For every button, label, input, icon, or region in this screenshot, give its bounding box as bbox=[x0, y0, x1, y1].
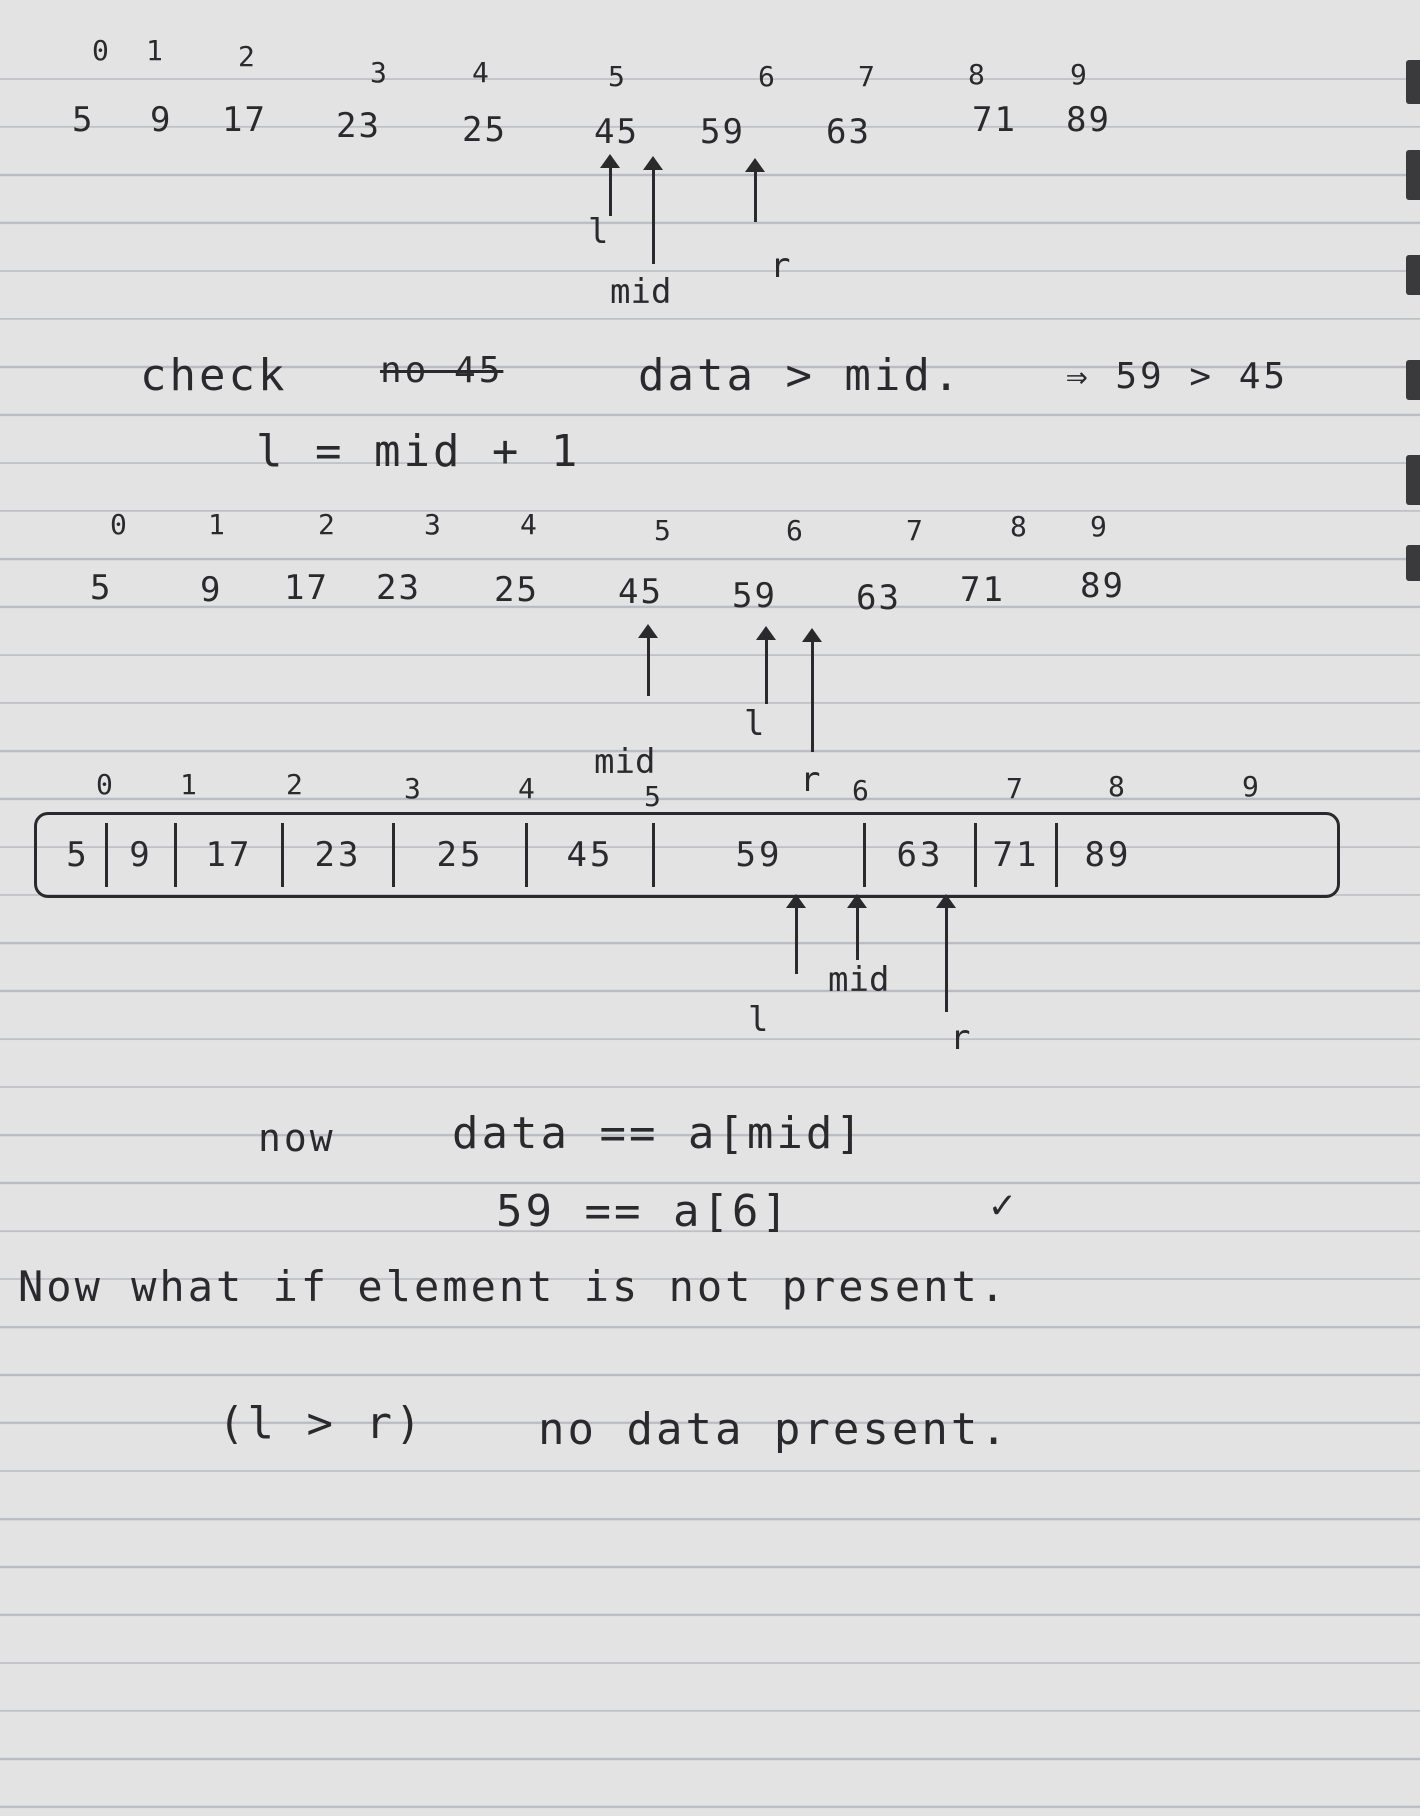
index-label: 0 bbox=[92, 34, 109, 67]
index-label: 2 bbox=[286, 768, 303, 801]
array-value: 17 bbox=[222, 100, 267, 140]
index-label: 9 bbox=[1070, 58, 1087, 91]
index-label: 4 bbox=[472, 56, 489, 89]
array-cell: 45 bbox=[528, 823, 655, 887]
conclusion-text: no data present. bbox=[538, 1404, 1010, 1455]
index-label: 9 bbox=[1090, 510, 1107, 543]
pointer-r-label: r bbox=[770, 246, 791, 286]
index-label: 6 bbox=[852, 774, 869, 807]
pointer-r-label: r bbox=[800, 760, 821, 800]
pointer-l-label: l bbox=[588, 212, 609, 252]
index-label: 3 bbox=[370, 56, 387, 89]
array-cell: 25 bbox=[395, 823, 528, 887]
index-label: 2 bbox=[238, 40, 255, 73]
array-value: 63 bbox=[826, 112, 871, 152]
index-label: 2 bbox=[318, 508, 335, 541]
array-value: 5 bbox=[72, 100, 95, 140]
index-label: 8 bbox=[968, 58, 985, 91]
implication-text: ⇒ 59 > 45 bbox=[1066, 356, 1289, 397]
pointer-mid-label: mid bbox=[610, 272, 672, 312]
array-box bbox=[34, 812, 1340, 898]
pointer-mid-label: mid bbox=[828, 960, 890, 1000]
up-arrow-icon bbox=[754, 164, 757, 222]
array-value: 23 bbox=[376, 568, 421, 608]
array-value: 89 bbox=[1066, 100, 1111, 140]
array-cell: 17 bbox=[177, 823, 284, 887]
notebook-binding bbox=[1406, 60, 1420, 104]
array-cell: 9 bbox=[108, 823, 177, 887]
now-word: now bbox=[258, 1116, 336, 1160]
index-label: 9 bbox=[1242, 770, 1259, 803]
check-word: check bbox=[140, 350, 288, 401]
index-label: 8 bbox=[1108, 770, 1125, 803]
array-value: 59 bbox=[700, 112, 745, 152]
array-value: 45 bbox=[594, 112, 639, 152]
index-label: 4 bbox=[520, 508, 537, 541]
array-cell: 63 bbox=[866, 823, 977, 887]
index-label: 7 bbox=[906, 514, 923, 547]
struck-text: no 45 bbox=[380, 350, 504, 391]
pointer-l-label: l bbox=[748, 1000, 769, 1040]
index-label: 4 bbox=[518, 772, 535, 805]
up-arrow-icon bbox=[647, 630, 650, 696]
comparison-result: 59 == a[6] bbox=[496, 1186, 791, 1237]
index-label: 3 bbox=[404, 772, 421, 805]
up-arrow-icon bbox=[945, 900, 948, 1012]
index-label: 5 bbox=[654, 514, 671, 547]
pointer-r-label: r bbox=[950, 1018, 971, 1058]
termination-condition: (l > r) bbox=[218, 1398, 425, 1449]
array-value: 71 bbox=[972, 100, 1017, 140]
array-value: 45 bbox=[618, 572, 663, 612]
index-label: 0 bbox=[110, 508, 127, 541]
condition-text: data > mid. bbox=[638, 350, 963, 401]
index-label: 1 bbox=[180, 768, 197, 801]
array-value: 89 bbox=[1080, 566, 1125, 606]
array-cell: 89 bbox=[1084, 835, 1132, 875]
array-value: 23 bbox=[336, 106, 381, 146]
check-mark-icon: ✓ bbox=[990, 1182, 1015, 1228]
question-text: Now what if element is not present. bbox=[18, 1262, 1009, 1311]
index-label: 0 bbox=[96, 768, 113, 801]
up-arrow-icon bbox=[652, 162, 655, 264]
index-label: 6 bbox=[758, 60, 775, 93]
up-arrow-icon bbox=[811, 634, 814, 752]
up-arrow-icon bbox=[609, 160, 612, 216]
index-label: 5 bbox=[644, 780, 661, 813]
array-value: 71 bbox=[960, 570, 1005, 610]
notebook-binding bbox=[1406, 360, 1420, 400]
array-cell: 5 bbox=[51, 823, 108, 887]
notebook-binding bbox=[1406, 455, 1420, 505]
index-label: 7 bbox=[1006, 772, 1023, 805]
index-label: 1 bbox=[208, 508, 225, 541]
up-arrow-icon bbox=[856, 900, 859, 960]
array-value: 59 bbox=[732, 576, 777, 616]
pointer-l-label: l bbox=[744, 704, 765, 744]
array-value: 9 bbox=[150, 100, 173, 140]
notebook-binding bbox=[1406, 545, 1420, 581]
notebook-binding bbox=[1406, 255, 1420, 295]
index-label: 8 bbox=[1010, 510, 1027, 543]
up-arrow-icon bbox=[765, 632, 768, 704]
array-value: 5 bbox=[90, 568, 113, 608]
index-label: 7 bbox=[858, 60, 875, 93]
array-cell: 23 bbox=[284, 823, 395, 887]
index-label: 1 bbox=[146, 34, 163, 67]
comparison-expr: data == a[mid] bbox=[452, 1108, 865, 1159]
array-cell: 71 bbox=[977, 823, 1058, 887]
array-cell: 59 bbox=[655, 823, 866, 887]
pointer-mid-label: mid bbox=[594, 742, 656, 782]
array-value: 63 bbox=[856, 578, 901, 618]
array-value: 25 bbox=[494, 570, 539, 610]
array-value: 25 bbox=[462, 110, 507, 150]
update-rule: l = mid + 1 bbox=[256, 426, 581, 477]
up-arrow-icon bbox=[795, 900, 798, 974]
array-value: 9 bbox=[200, 570, 223, 610]
index-label: 5 bbox=[608, 60, 625, 93]
index-label: 3 bbox=[424, 508, 441, 541]
index-label: 6 bbox=[786, 514, 803, 547]
notebook-binding bbox=[1406, 150, 1420, 200]
array-value: 17 bbox=[284, 568, 329, 608]
